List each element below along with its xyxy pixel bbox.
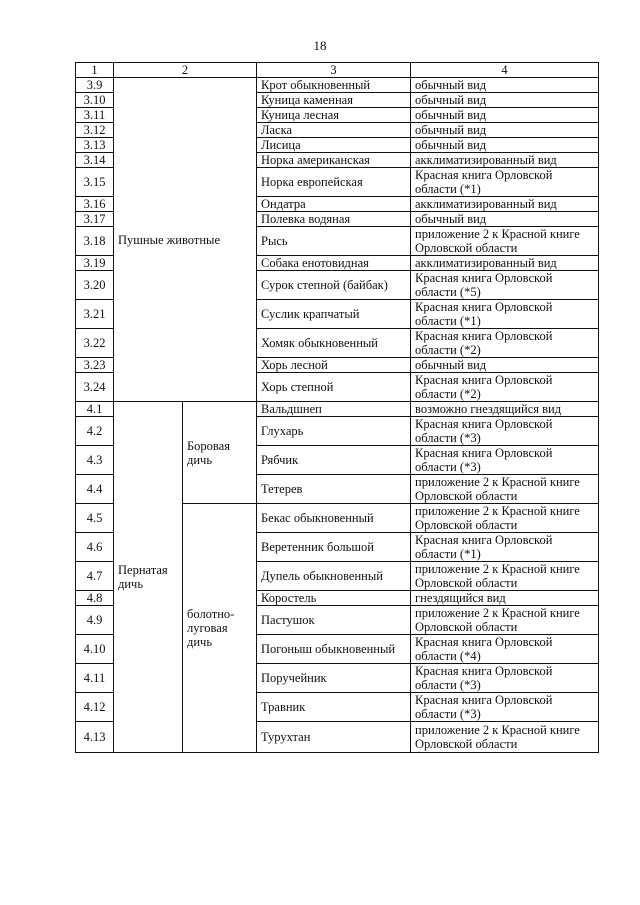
- row-number: 3.22: [76, 329, 114, 358]
- row-number: 3.15: [76, 168, 114, 197]
- subgroup-meadow-game: болотно- луговая дичь: [183, 504, 257, 753]
- species-status: обычный вид: [411, 123, 599, 138]
- species-name: Хорь степной: [257, 373, 411, 402]
- species-status: акклиматизированный вид: [411, 256, 599, 271]
- species-status: Красная книга Орловской области (*3): [411, 446, 599, 475]
- row-number: 3.23: [76, 358, 114, 373]
- group-fur-animals: Пушные животные: [114, 78, 257, 402]
- row-number: 3.19: [76, 256, 114, 271]
- group-feathered-game: Пернатая дичь: [114, 402, 183, 753]
- species-status: обычный вид: [411, 108, 599, 123]
- species-status: приложение 2 к Красной книге Орловской области: [411, 606, 599, 635]
- species-name: Рябчик: [257, 446, 411, 475]
- row-number: 3.24: [76, 373, 114, 402]
- species-status: обычный вид: [411, 93, 599, 108]
- species-name: Норка американская: [257, 153, 411, 168]
- species-status: приложение 2 к Красной книге Орловской области: [411, 562, 599, 591]
- species-table: [75, 62, 599, 753]
- species-name: Суслик крапчатый: [257, 300, 411, 329]
- species-name: Турухтан: [257, 722, 411, 753]
- species-name: Куница лесная: [257, 108, 411, 123]
- species-status: Красная книга Орловской области (*1): [411, 533, 599, 562]
- species-name: Вальдшнеп: [257, 402, 411, 417]
- header-col-3: 3: [257, 63, 411, 78]
- row-number: 4.6: [76, 533, 114, 562]
- species-name: Норка европейская: [257, 168, 411, 197]
- species-status: Красная книга Орловской области (*2): [411, 329, 599, 358]
- species-name: Собака енотовидная: [257, 256, 411, 271]
- row-number: 3.12: [76, 123, 114, 138]
- table-row: [76, 78, 599, 93]
- species-name: Рысь: [257, 227, 411, 256]
- subgroup-forest-game: Боровая дичь: [183, 402, 257, 504]
- page-number: 18: [313, 38, 327, 53]
- row-number: 3.13: [76, 138, 114, 153]
- species-name: Ласка: [257, 123, 411, 138]
- species-name: Хомяк обыкновенный: [257, 329, 411, 358]
- row-number: 4.5: [76, 504, 114, 533]
- row-number: 4.13: [76, 722, 114, 753]
- species-name: Крот обыкновенный: [257, 78, 411, 93]
- row-number: 3.10: [76, 93, 114, 108]
- row-number: 3.20: [76, 271, 114, 300]
- species-name: Пастушок: [257, 606, 411, 635]
- row-number: 4.8: [76, 591, 114, 606]
- row-number: 3.14: [76, 153, 114, 168]
- species-name: Полевка водяная: [257, 212, 411, 227]
- species-name: Сурок степной (байбак): [257, 271, 411, 300]
- species-name: Травник: [257, 693, 411, 722]
- species-status: Красная книга Орловской области (*3): [411, 693, 599, 722]
- species-name: Бекас обыкновенный: [257, 504, 411, 533]
- species-status: Красная книга Орловской области (*2): [411, 373, 599, 402]
- species-name: Поручейник: [257, 664, 411, 693]
- row-number: 4.3: [76, 446, 114, 475]
- species-status: Красная книга Орловской области (*1): [411, 300, 599, 329]
- row-number: 3.16: [76, 197, 114, 212]
- row-number: 4.1: [76, 402, 114, 417]
- species-status: приложение 2 к Красной книге Орловской области: [411, 227, 599, 256]
- row-number: 4.12: [76, 693, 114, 722]
- species-name: Хорь лесной: [257, 358, 411, 373]
- species-status: обычный вид: [411, 358, 599, 373]
- row-number: 4.7: [76, 562, 114, 591]
- header-col-1: 1: [76, 63, 114, 78]
- species-status: Красная книга Орловской области (*3): [411, 664, 599, 693]
- row-number: 3.9: [76, 78, 114, 93]
- header-col-2: 2: [114, 63, 257, 78]
- species-status: обычный вид: [411, 138, 599, 153]
- row-number: 4.10: [76, 635, 114, 664]
- row-number: 4.4: [76, 475, 114, 504]
- species-status: возможно гнездящийся вид: [411, 402, 599, 417]
- table-row: [76, 402, 599, 417]
- species-status: Красная книга Орловской области (*1): [411, 168, 599, 197]
- species-status: Красная книга Орловской области (*3): [411, 417, 599, 446]
- species-name: Куница каменная: [257, 93, 411, 108]
- species-status: обычный вид: [411, 78, 599, 93]
- row-number: 4.2: [76, 417, 114, 446]
- row-number: 3.17: [76, 212, 114, 227]
- species-status: гнездящийся вид: [411, 591, 599, 606]
- species-name: Глухарь: [257, 417, 411, 446]
- species-name: Дупель обыкновенный: [257, 562, 411, 591]
- species-status: обычный вид: [411, 212, 599, 227]
- header-col-4: 4: [411, 63, 599, 78]
- species-name: Коростель: [257, 591, 411, 606]
- species-status: приложение 2 к Красной книге Орловской области: [411, 722, 599, 753]
- species-name: Тетерев: [257, 475, 411, 504]
- species-status: приложение 2 к Красной книге Орловской области: [411, 475, 599, 504]
- species-name: Лисица: [257, 138, 411, 153]
- row-number: 4.11: [76, 664, 114, 693]
- species-status: Красная книга Орловской области (*4): [411, 635, 599, 664]
- header-row: [76, 63, 599, 78]
- species-status: приложение 2 к Красной книге Орловской области: [411, 504, 599, 533]
- species-status: акклиматизированный вид: [411, 153, 599, 168]
- species-status: Красная книга Орловской области (*5): [411, 271, 599, 300]
- species-name: Погоныш обыкновенный: [257, 635, 411, 664]
- species-name: Веретенник большой: [257, 533, 411, 562]
- row-number: 3.18: [76, 227, 114, 256]
- species-name: Ондатра: [257, 197, 411, 212]
- row-number: 4.9: [76, 606, 114, 635]
- species-status: акклиматизированный вид: [411, 197, 599, 212]
- row-number: 3.21: [76, 300, 114, 329]
- row-number: 3.11: [76, 108, 114, 123]
